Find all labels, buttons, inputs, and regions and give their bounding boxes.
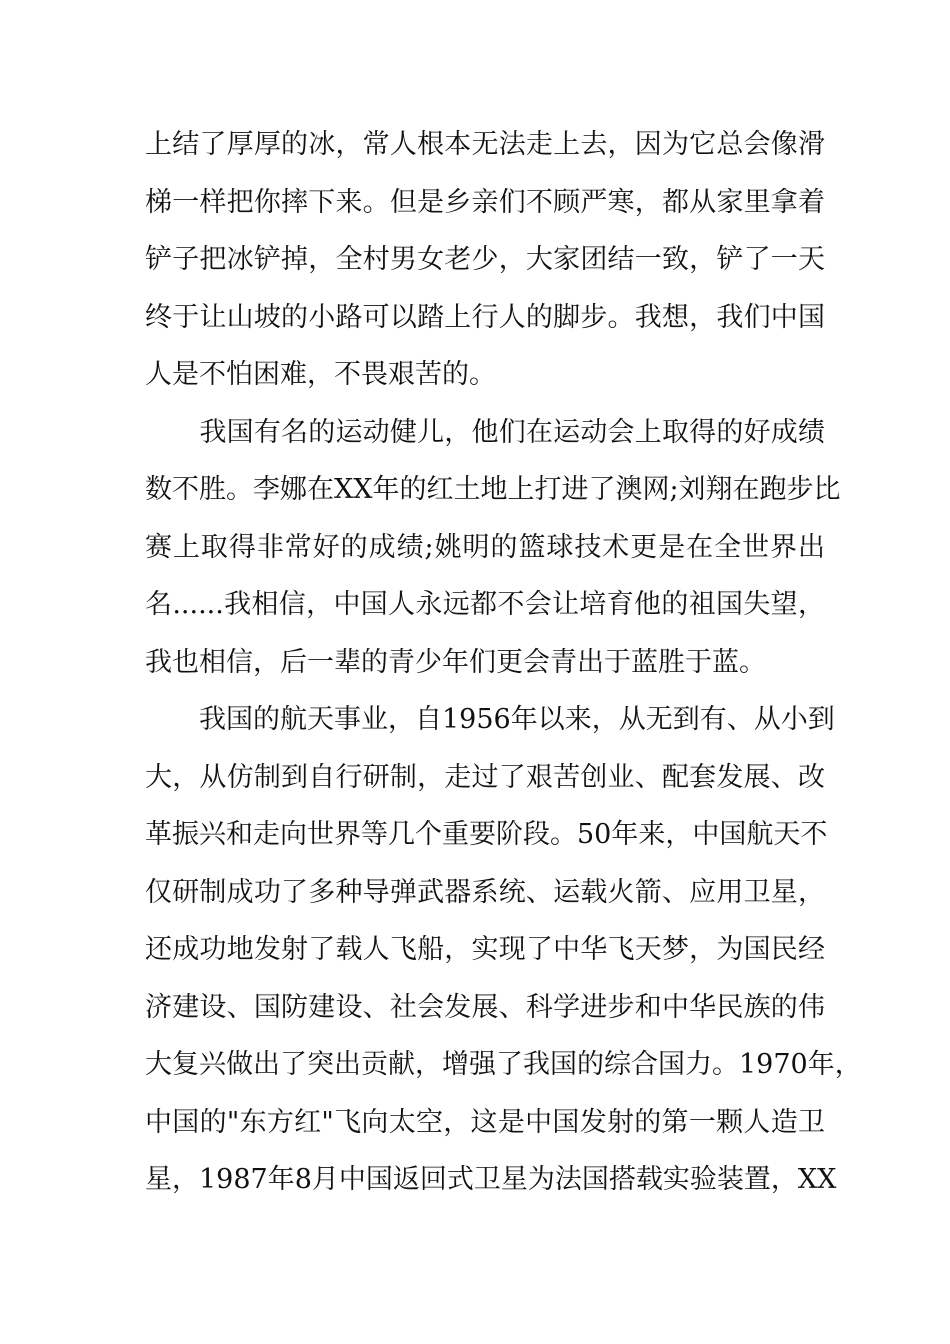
text-line: 星，1987年8月中国返回式卫星为法国搭载实验装置，XX [145, 1164, 837, 1195]
text-line: 数不胜。李娜在XX年的红土地上打进了澳网;刘翔在跑步比 [145, 474, 841, 505]
text-line: 大复兴做出了突出贡献，增强了我国的综合国力。1970年， [145, 1049, 862, 1080]
text-line: 还成功地发射了载人飞船，实现了中华飞天梦，为国民经 [145, 934, 825, 965]
document-body [145, 116, 862, 1209]
text-line: 仅研制成功了多种导弹武器系统、运载火箭、应用卫星， [145, 876, 825, 908]
text-line: 我国的航天事业，自1956年以来，从无到有、从小到 [145, 704, 835, 735]
text-line: 济建设、国防建设、社会发展、科学进步和中华民族的伟 [145, 991, 825, 1023]
text-line: 中国的"东方红"飞向太空，这是中国发射的第一颗人造卫 [145, 1106, 825, 1138]
text-line: 终于让山坡的小路可以踏上行人的脚步。我想，我们中国 [145, 301, 825, 333]
text-line: 赛上取得非常好的成绩;姚明的篮球技术更是在全世界出 [145, 531, 825, 563]
text-line: 我国有名的运动健儿，他们在运动会上取得的好成绩 [145, 416, 825, 448]
text-line: 铲子把冰铲掉，全村男女老少，大家团结一致，铲了一天 [145, 244, 825, 275]
text-line: 革振兴和走向世界等几个重要阶段。50年来，中国航天不 [145, 819, 828, 850]
text-line: 梯一样把你摔下来。但是乡亲们不顾严寒，都从家里拿着 [145, 186, 825, 218]
text-line: 人是不怕困难，不畏艰苦的。 [145, 359, 496, 390]
text-line: 名......我相信，中国人永远都不会让培育他的祖国失望， [145, 589, 825, 620]
text-line: 上结了厚厚的冰，常人根本无法走上去，因为它总会像滑 [145, 129, 825, 160]
text-line: 大，从仿制到自行研制，走过了艰苦创业、配套发展、改 [145, 761, 825, 793]
text-line: 我也相信，后一辈的青少年们更会青出于蓝胜于蓝。 [145, 646, 766, 678]
